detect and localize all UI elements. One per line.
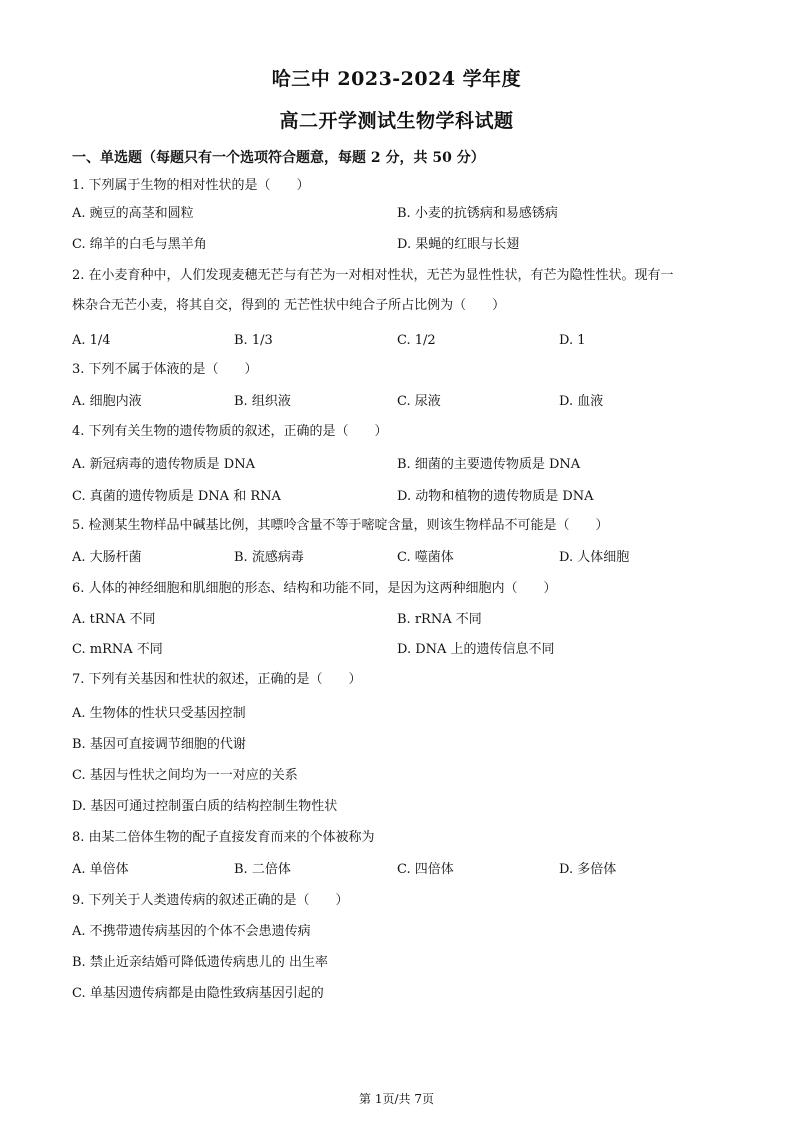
question-8-option-b: B. 二倍体 [234,862,291,877]
question-2-option-a: A. 1/4 [72,333,111,348]
question-3-option-b: B. 组织液 [234,394,291,409]
question-9-stem: 9. 下列关于人类遗传病的叙述正确的是（ ） [72,893,349,908]
question-6-option-a: A. tRNA 不同 [72,612,156,627]
question-2-option-b: B. 1/3 [234,333,273,348]
question-4-stem: 4. 下列有关生物的遗传物质的叙述，正确的是（ ） [72,424,388,439]
question-3-option-a: A. 细胞内液 [72,394,142,409]
question-2-stem: 2. 在小麦育种中，人们发现麦穗无芒与有芒为一对相对性状，无芒为显性性状，有芒为隐性性状。现有一 [72,268,674,283]
question-1-stem: 1. 下列属于生物的相对性状的是（ ） [72,178,310,193]
exam-title-school: 哈三中 2023-2024 学年度 [271,68,522,90]
question-2-option-c: C. 1/2 [397,333,436,348]
question-7-option-a: A. 生物体的性状只受基因控制 [72,706,246,721]
question-3-stem: 3. 下列不属于体液的是（ ） [72,362,258,377]
question-3-option-d: D. 血液 [559,394,604,409]
question-5-option-a: A. 大肠杆菌 [72,550,142,565]
question-2-stem-cont: 株杂合无芒小麦，将其自交，得到的 无芒性状中纯合子所占比例为（ ） [72,298,506,313]
question-3-option-c: C. 尿液 [397,394,441,409]
page-number-footer: 第 1页/共 7页 [359,1092,434,1106]
question-1-option-d: D. 果蝇的红眼与长翅 [397,237,520,252]
question-1-option-c: C. 绵羊的白毛与黑羊角 [72,237,207,252]
question-4-option-a: A. 新冠病毒的遗传物质是 DNA [72,457,255,472]
question-4-option-b: B. 细菌的主要遗传物质是 DNA [397,457,581,472]
question-1-option-a: A. 豌豆的高茎和圆粒 [72,206,194,221]
question-1-option-b: B. 小麦的抗锈病和易感锈病 [397,206,558,221]
question-8-option-a: A. 单倍体 [72,862,129,877]
question-4-option-c: C. 真菌的遗传物质是 DNA 和 RNA [72,489,281,504]
question-6-option-c: C. mRNA 不同 [72,642,163,657]
question-9-option-b: B. 禁止近亲结婚可降低遗传病患儿的 出生率 [72,955,328,970]
question-4-option-d: D. 动物和植物的遗传物质是 DNA [397,489,594,504]
question-6-stem: 6. 人体的神经细胞和肌细胞的形态、结构和功能不同，是因为这两种细胞内（ ） [72,581,557,596]
question-2-option-d: D. 1 [559,333,586,348]
question-8-stem: 8. 由某二倍体生物的配子直接发育而来的个体被称为 [72,830,375,845]
question-7-option-b: B. 基因可直接调节细胞的代谢 [72,737,246,752]
question-5-option-d: D. 人体细胞 [559,550,630,565]
question-5-stem: 5. 检测某生物样品中碱基比例，其嘌呤含量不等于嘧啶含量，则该生物样品不可能是（ ） [72,518,609,533]
question-9-option-c: C. 单基因遗传病都是由隐性致病基因引起的 [72,986,324,1001]
question-6-option-d: D. DNA 上的遗传信息不同 [397,642,555,657]
question-7-stem: 7. 下列有关基因和性状的叙述，正确的是（ ） [72,672,362,687]
question-7-option-c: C. 基因与性状之间均为一一对应的关系 [72,768,298,783]
question-9-option-a: A. 不携带遗传病基因的个体不会患遗传病 [72,924,311,939]
section-heading: 一、单选题（每题只有一个选项符合题意，每题 2 分，共 50 分） [72,150,485,166]
question-5-option-b: B. 流感病毒 [234,550,304,565]
question-5-option-c: C. 噬菌体 [397,550,454,565]
question-8-option-c: C. 四倍体 [397,862,454,877]
question-8-option-d: D. 多倍体 [559,862,617,877]
question-7-option-d: D. 基因可通过控制蛋白质的结构控制生物性状 [72,799,338,814]
exam-title-subject: 高二开学测试生物学科试题 [279,110,514,132]
question-6-option-b: B. rRNA 不同 [397,612,482,627]
